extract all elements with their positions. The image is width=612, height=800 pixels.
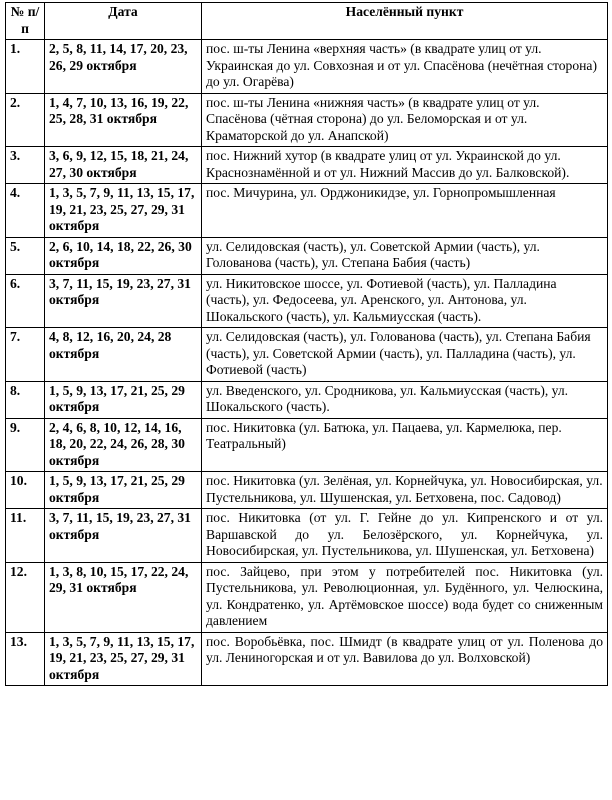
row-dates: 1, 5, 9, 13, 17, 21, 25, 29 октября: [45, 472, 202, 509]
table-row: [6, 237, 608, 274]
row-number: 1.: [6, 40, 45, 94]
row-number: 13.: [6, 632, 45, 686]
row-dates: 2, 4, 6, 8, 10, 12, 14, 16, 18, 20, 22, 24, 26, 28, 30 октября: [45, 418, 202, 472]
row-dates: 3, 6, 9, 12, 15, 18, 21, 24, 27, 30 октября: [45, 147, 202, 184]
table-row: [6, 418, 608, 472]
row-number: 5.: [6, 237, 45, 274]
water-schedule-table: [5, 2, 608, 686]
row-number: 7.: [6, 328, 45, 382]
row-number: 4.: [6, 184, 45, 238]
row-dates: 1, 3, 8, 10, 15, 17, 22, 24, 29, 31 октября: [45, 562, 202, 632]
table-row: [6, 472, 608, 509]
row-place: пос. Мичурина, ул. Орджоникидзе, ул. Горнопромышленная: [202, 184, 608, 238]
row-dates: 1, 3, 5, 7, 9, 11, 13, 15, 17, 19, 21, 23, 25, 27, 29, 31 октября: [45, 632, 202, 686]
row-place: пос. Никитовка (ул. Зелёная, ул. Корнейчука, ул. Новосибирская, ул. Пустельникова, ул. Шушенская, ул. Бетховена, пос. Садовод): [202, 472, 608, 509]
header-number: № п/п: [6, 3, 45, 40]
row-dates: 1, 5, 9, 13, 17, 21, 25, 29 октября: [45, 381, 202, 418]
row-number: 11.: [6, 509, 45, 563]
row-place: пос. ш-ты Ленина «верхняя часть» (в квадрате улиц от ул. Украинская до ул. Совхозная и от ул. Спасёнова (нечётная сторона) до ул. Огарёва): [202, 40, 608, 94]
row-number: 3.: [6, 147, 45, 184]
row-place: пос. Зайцево, при этом у потребителей пос. Никитовка (ул. Пустельникова, ул. Революционная, ул. Будённого, ул. Челюскина, ул. Кондратенко, ул. Артёмовское шоссе) вода будет со сниженным давлением: [202, 562, 608, 632]
row-place: пос. ш-ты Ленина «нижняя часть» (в квадрате улиц от ул. Спасёнова (чётная сторона) до ул. Беломорская и от ул. Краматорской до ул. Анапской): [202, 93, 608, 147]
row-number: 2.: [6, 93, 45, 147]
row-number: 6.: [6, 274, 45, 328]
row-dates: 2, 6, 10, 14, 18, 22, 26, 30 октября: [45, 237, 202, 274]
header-place: Населённый пункт: [202, 3, 608, 40]
row-dates: 3, 7, 11, 15, 19, 23, 27, 31 октября: [45, 274, 202, 328]
row-place: пос. Нижний хутор (в квадрате улиц от ул. Украинской до ул. Краснознамённой и от ул. Нижний Массив до ул. Балковской).: [202, 147, 608, 184]
row-place: пос. Никитовка (ул. Батюка, ул. Пацаева, ул. Кармелюка, пер. Театральный): [202, 418, 608, 472]
table-row: [6, 328, 608, 382]
row-dates: 2, 5, 8, 11, 14, 17, 20, 23, 26, 29 октября: [45, 40, 202, 94]
row-dates: 3, 7, 11, 15, 19, 23, 27, 31 октября: [45, 509, 202, 563]
row-number: 12.: [6, 562, 45, 632]
row-place: ул. Введенского, ул. Сродникова, ул. Кальмиусская (часть), ул. Шокальского (часть).: [202, 381, 608, 418]
table-row: [6, 381, 608, 418]
row-place: пос. Никитовка (от ул. Г. Гейне до ул. Кипренского и от ул. Варшавской до ул. Белозёрского, ул. Корнейчука, ул. Новосибирская, ул. Пустельникова, ул. Шушенская, ул. Бетховена): [202, 509, 608, 563]
row-dates: 1, 4, 7, 10, 13, 16, 19, 22, 25, 28, 31 октября: [45, 93, 202, 147]
table-row: [6, 40, 608, 94]
row-number: 9.: [6, 418, 45, 472]
row-place: ул. Селидовская (часть), ул. Голованова (часть), ул. Степана Бабия (часть), ул. Советской Армии (часть), ул. Палладина (часть), ул. Фотиевой (часть): [202, 328, 608, 382]
row-dates: 1, 3, 5, 7, 9, 11, 13, 15, 17, 19, 21, 23, 25, 27, 29, 31 октября: [45, 184, 202, 238]
table-header-row: [6, 3, 608, 40]
row-number: 8.: [6, 381, 45, 418]
table-row: [6, 93, 608, 147]
row-dates: 4, 8, 12, 16, 20, 24, 28 октября: [45, 328, 202, 382]
table-row: [6, 562, 608, 632]
table-row: [6, 184, 608, 238]
table-row: [6, 632, 608, 686]
row-place: ул. Никитовское шоссе, ул. Фотиевой (часть), ул. Палладина (часть), ул. Федосеева, ул. Аренского, ул. Антонова, ул. Шокальского (часть), ул. Кальмиусская (часть).: [202, 274, 608, 328]
row-number: 10.: [6, 472, 45, 509]
header-date: Дата: [45, 3, 202, 40]
row-place: ул. Селидовская (часть), ул. Советской Армии (часть), ул. Голованова (часть), ул. Степана Бабия (часть): [202, 237, 608, 274]
table-row: [6, 509, 608, 563]
table-row: [6, 274, 608, 328]
table-row: [6, 147, 608, 184]
row-place: пос. Воробьёвка, пос. Шмидт (в квадрате улиц от ул. Поленова до ул. Лениногорская и от ул. Вавилова до ул. Волховской): [202, 632, 608, 686]
